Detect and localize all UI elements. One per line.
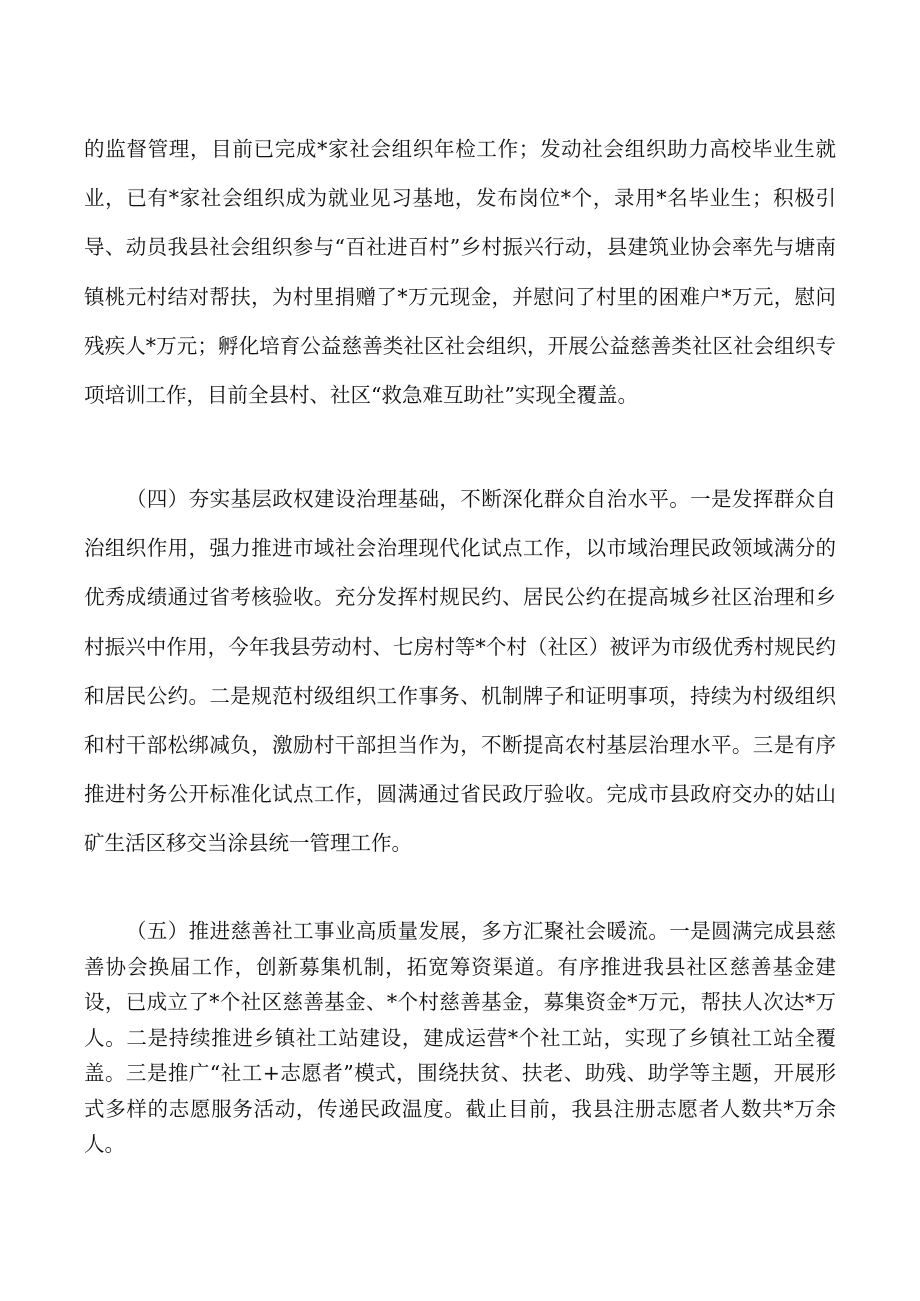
paragraph-section-five: （五）推进慈善社工事业高质量发展，多方汇聚社会暖流。一是圆满完成县慈善协会换届工作，创新募集机制，拓宽筹资渠道。有序推进我县社区慈善基金建设，已成立了*个社区慈善基金、*个村慈善基金，募集资金*万元，帮扶人次达*万人。二是持续推进乡镇社工站建设，建成运营*个社工站，实现了乡镇社工站全覆盖。三是推广“社工+志愿者”模式，围绕扶贫、扶老、助残、助学等主题，开展形式多样的志愿服务活动，传递民政温度。截止目前，我县注册志愿者人数共*万余人。 bbox=[84, 919, 836, 1156]
paragraph-social-organizations: 的监督管理，目前已完成*家社会组织年检工作；发动社会组织助力高校毕业生就业，已有*家社会组织成为就业见习基地，发布岗位*个，录用*名毕业生；积极引导、动员我县社会组织参与“百社进百村”乡村振兴行动，县建筑业协会率先与塘南镇桃元村结对帮扶，为村里捐赠了*万元现金，并慰问了村里的困难户*万元，慰问残疾人*万元；孵化培育公益慈善类社区社会组织，开展公益慈善类社区社会组织专项培训工作，目前全县村、社区“救急难互助社”实现全覆盖。 bbox=[84, 137, 836, 408]
paragraph-section-four: （四）夯实基层政权建设治理基础，不断深化群众自治水平。一是发挥群众自治组织作用，强力推进市域社会治理现代化试点工作，以市域治理民政领域满分的优秀成绩通过省考核验收。充分发挥村规民约、居民公约在提高城乡社区治理和乡村振兴中作用，今年我县劳动村、七房村等*个村（社区）被评为市级优秀村规民约和居民公约。二是规范村级组织工作事务、机制牌子和证明事项，持续为村级组织和村干部松绑减负，激励村干部担当作为，不断提高农村基层治理水平。三是有序推进村务公开标准化试点工作，圆满通过省民政厅验收。完成市县政府交办的姑山矿生活区移交当涂县统一管理工作。 bbox=[84, 487, 836, 856]
